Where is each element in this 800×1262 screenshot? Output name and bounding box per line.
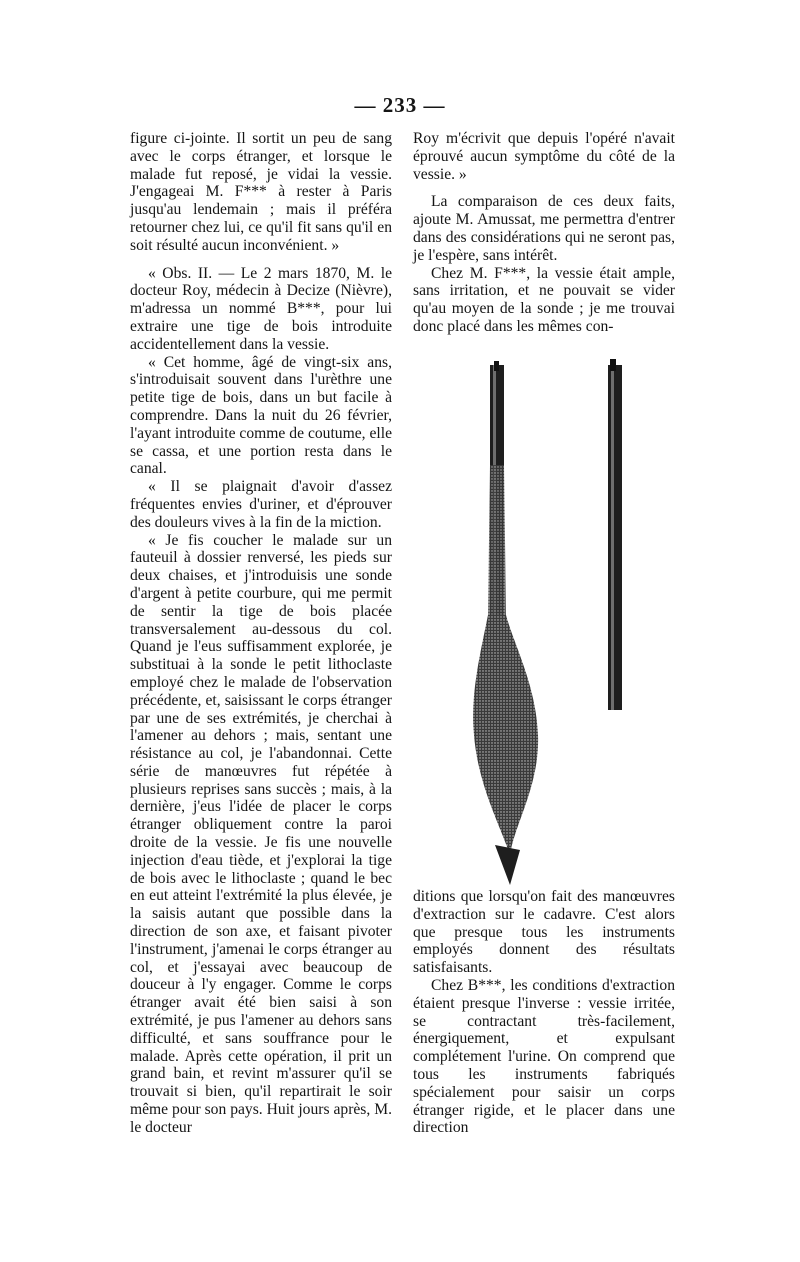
rod-figure-svg xyxy=(470,355,650,895)
wooden-rod-illustration xyxy=(470,355,650,895)
paragraph: « Il se plaignait d'avoir d'assez fréquentes envies d'uriner, et d'éprouver des douleurs vives à la fin de la miction. xyxy=(130,478,392,531)
paragraph: Chez M. F***, la vessie était ample, sans irritation, et ne pouvait se vider qu'au moyen de la sonde ; je me trouvai donc placé dans les mêmes con- xyxy=(413,264,675,335)
encrusted-rod xyxy=(473,361,538,885)
broken-rod xyxy=(608,359,622,710)
paragraph: « Obs. II. — Le 2 mars 1870, M. le docteur Roy, médecin à Decize (Nièvre), m'adressa un nommé B***, pour lui extraire une tige de bois introduite accidentellement dans la vessie. xyxy=(130,264,392,353)
paragraph: « Je fis coucher le malade sur un fauteuil à dossier renversé, les pieds sur deux chaises, et j'introduisis une sonde d'argent à petite courbure, qui me permit de sentir la tige de bois placée transversalement au-dessous du col. Quand je l'eus suffisamment explorée, je substituai à la sonde le petit lithoclaste employé chez le malade de l'observation précédente, et, saisissant le corps étranger par une de ses extrémités, je cherchai à l'amener au dehors ; mais, sentant une résistance au col, je l'abandonnai. Cette série de manœuvres fut répétée à plusieurs reprises sans succès ; mais, à la dernière, j'eus l'idée de placer le corps étranger obliquement contre la paroi droite de la vessie. Je fis une nouvelle injection d'eau tiède, et j'explorai la tige de bois avec le lithoclaste ; quand le bec en eut atteint l'extrémité la plus élevée, je la saisis autant que possible dans la direction de son axe, et faisant pivoter l'instrument, j'amenai le corps étranger au col, et j'essayai avec beaucoup de douceur à l'y engager. Comme le corps étranger avait été bien saisi à son extrémité, je pus l'amener au dehors sans difficulté, et sans souffrance pour le malade. Après cette opération, il prit un grand bain, et revint m'assurer qu'il se trouvait si bien, qu'il repartirait le soir même pour son pays. Huit jours après, M. le docteur xyxy=(130,531,392,1136)
right-column-bottom xyxy=(413,888,675,1137)
paragraph: Roy m'écrivit que depuis l'opéré n'avait éprouvé aucun symptôme du côté de la vessie. » xyxy=(413,130,675,183)
page-number: — 233 — xyxy=(354,93,446,117)
paragraph: figure ci-jointe. Il sortit un peu de sang avec le corps étranger, et lorsque le malade fut reposé, je vidai la vessie. J'engageai M. F*** à rester à Paris jusqu'au lendemain ; mais il préféra retourner chez lui, ce qu'il fit sans qu'il en soit résulté aucun inconvénient. » xyxy=(130,130,392,254)
left-column xyxy=(130,130,392,1137)
right-column-top xyxy=(413,130,675,336)
paragraph: ditions que lorsqu'on fait des manœuvres d'extraction sur le cadavre. C'est alors que presque tous les instruments employés donnent des résultats satisfaisants. xyxy=(413,888,675,977)
paragraph: « Cet homme, âgé de vingt-six ans, s'introduisait souvent dans l'urèthre une petite tige de bois, dans un but facile à comprendre. Dans la nuit du 26 février, l'ayant introduite comme de coutume, elle se cassa, et une portion resta dans le canal. xyxy=(130,353,392,478)
paragraph: Chez B***, les conditions d'extraction étaient presque l'inverse : vessie irritée, se contractant très-facilement, énergiquement, et expulsant complétement l'urine. On comprend que tous les instruments fabriqués spécialement pour saisir un corps étranger rigide, et le placer dans une direction xyxy=(413,976,675,1137)
paragraph: La comparaison de ces deux faits, ajoute M. Amussat, me permettra d'entrer dans des considérations qui ne seront pas, je l'espère, sans intérêt. xyxy=(413,193,675,264)
